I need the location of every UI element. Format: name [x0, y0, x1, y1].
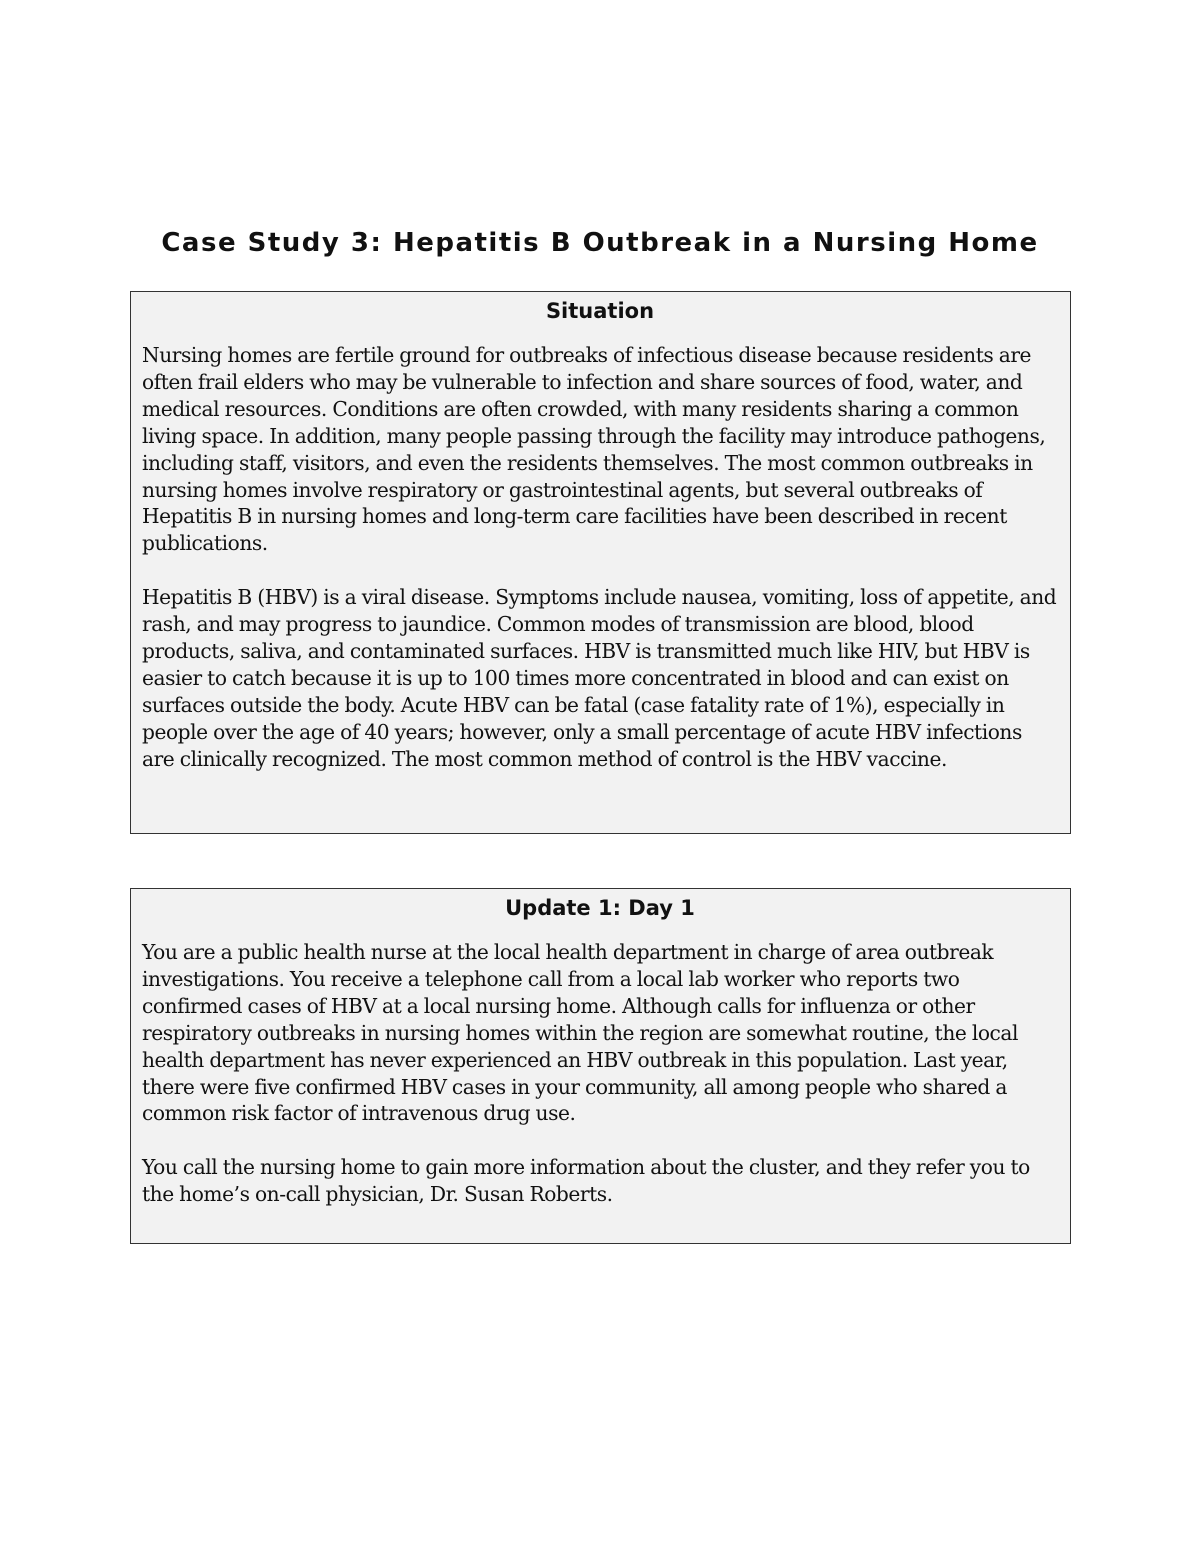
update-1-paragraph-1: You are a public health nurse at the local health department in charge of area outbreak investigations. You receive a telephone call from a local lab worker who reports two confirmed cases of HBV at a local nursing home. Although calls for influenza or other respiratory outbreaks in nursing homes within the region are somewhat routine, the local health department has never experienced an HBV outbreak in this population. Last year, there were five confirmed HBV cases in your community, all among people who shared a common risk factor of intravenous drug use.	[142, 940, 1018, 1126]
update-1-paragraph-2: You call the nursing home to gain more information about the cluster, and they refer you to the home’s on-call physician, Dr. Susan Roberts.	[142, 1155, 1030, 1207]
update-1-heading: Update 1: Day 1	[505, 896, 695, 920]
situation-paragraph-2: Hepatitis B (HBV) is a viral disease. Symptoms include nausea, vomiting, loss of appetite, and rash, and may progress to jaundice. Common modes of transmission are blood, blood products, saliva, and contaminated surfaces. HBV is transmitted much like HIV, but HBV is easier to catch because it is up to 100 times more concentrated in blood and can exist on surfaces outside the body. Acute HBV can be fatal (case fatality rate of 1%), especially in people over the age of 40 years; however, only a small percentage of acute HBV infections are clinically recognized. The most common method of control is the HBV vaccine.	[142, 585, 1057, 771]
situation-heading: Situation	[545, 299, 655, 323]
update-1-box	[130, 888, 1071, 1244]
situation-box	[130, 291, 1071, 834]
document-title: Case Study 3: Hepatitis B Outbreak in a Nursing Home	[161, 228, 1039, 258]
situation-paragraph-1: Nursing homes are fertile ground for outbreaks of infectious disease because residents are often frail elders who may be vulnerable to infection and share sources of food, water, and medical resources. Conditions are often crowded, with many residents sharing a common living space. In addition, many people passing through the facility may introduce pathogens, including staff, visitors, and even the residents themselves. The most common outbreaks in nursing homes involve respiratory or gastrointestinal agents, but several outbreaks of Hepatitis B in nursing homes and long-term care facilities have been described in recent publications.	[142, 343, 1046, 556]
